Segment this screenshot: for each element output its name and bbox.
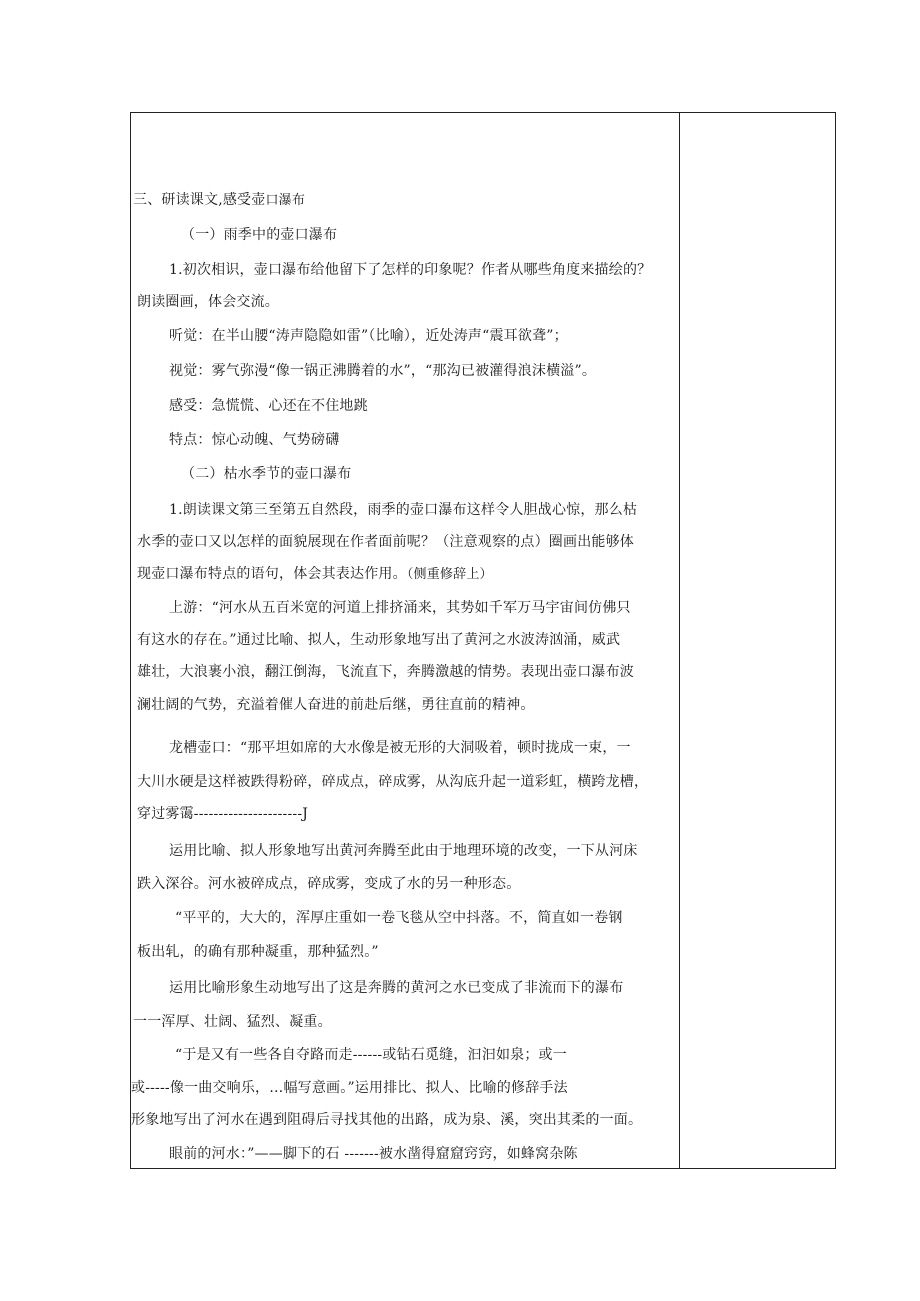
- upstream-line-3: 雄壮，大浪裹小浪，翻江倒海，飞流直下，奔腾激越的情势。表现出壶口瀑布波: [137, 664, 634, 680]
- lesson-table: [130, 112, 836, 1169]
- question-2-line-2: 水季的壶口又以怎样的面貌展现在作者面前呢？（注意观察的点）圈画出能够体: [137, 534, 634, 550]
- subheading-rainy: （一）雨季中的壶口瀑布: [181, 227, 338, 243]
- trough-line-1: 龙槽壶口：“那平坦如席的大水像是被无形的大洞吸着，顿时拢成一束，一: [169, 740, 631, 756]
- trait-line: 特点：惊心动魄、气势磅礴: [169, 432, 340, 448]
- quote-3-line-2: 或-----像一曲交响乐，…幅写意画。”运用排比、拟人、比喻的修辞手法: [131, 1080, 568, 1096]
- section-heading-tail: 口瀑布: [265, 193, 306, 208]
- question-1-line-2: 朗读圈画，体会交流。: [137, 294, 279, 310]
- quote-2-line-1: “平平的，大大的，浑厚庄重如一卷飞毯从空中抖落。不，简直如一卷钢: [175, 910, 623, 926]
- subheading-dry: （二）枯水季节的壶口瀑布: [181, 466, 352, 482]
- feeling-line: 感受：急慌慌、心还在不住地跳: [169, 398, 368, 414]
- trough-line-3: 穿过雾霭----------------------J: [137, 806, 309, 822]
- question-1-line-1: 1.初次相识，壶口瀑布给他留下了怎样的印象呢？作者从哪些角度来描绘的？: [169, 262, 652, 278]
- question-2-line-1: 1.朗读课文第三至第五自然段，雨季的壶口瀑布这样令人胆战心惊，那么枯: [169, 502, 638, 518]
- upstream-line-1: 上游：“河水从五百米宽的河道上排挤涌来，其势如千军万马宇宙间仿佛只: [169, 600, 631, 616]
- main-content-cell: [131, 113, 679, 1168]
- section-heading: [133, 191, 305, 210]
- analysis-2-line-2: 一一浑厚、壮阔、猛烈、凝重。: [133, 1014, 332, 1030]
- section-heading-text: 三、研读课文,感受壶: [133, 192, 266, 208]
- hearing-line: 听觉：在半山腰“涛声隐隐如雷”（比喻），近处涛声“震耳欲聋”；: [169, 328, 568, 344]
- question-2-note: （侧重修辞上）: [406, 567, 493, 582]
- quote-3-line-1: “于是又有一些各自夺路而走------或钻石觅缝，汩汩如泉；或一: [175, 1047, 567, 1063]
- analysis-1-line-1: 运用比喻、拟人形象地写出黄河奔腾至此由于地理环境的改变，一下从河床: [169, 843, 638, 859]
- upstream-line-4: 澜壮阔的气势，充溢着催人奋进的前赴后继，勇往直前的精神。: [137, 697, 535, 713]
- question-2-line-3-text: 现壶口瀑布特点的语句，体会其表达作用。: [137, 566, 407, 582]
- notes-cell: [680, 113, 835, 1168]
- upstream-line-2: 有这水的存在。”通过比喻、拟人，生动形象地写出了黄河之水波涛汹涌，威武: [137, 632, 621, 648]
- quote-2-line-2: 板出轧，的确有那种凝重，那种猛烈。”: [137, 944, 379, 960]
- vision-line: 视觉：雾气弥漫“像一锅正沸腾着的水”，“那沟已被灌得浪沫横溢”。: [169, 363, 597, 379]
- quote-3-line-3: 形象地写出了河水在遇到阻碍后寻找其他的出路，成为泉、溪，突出其柔的一面。: [131, 1112, 643, 1128]
- trough-line-2: 大川水硬是这样被跌得粉碎，碎成点，碎成雾，从沟底升起一道彩虹，横跨龙槽，: [137, 774, 649, 790]
- analysis-2-line-1: 运用比喻形象生动地写出了这是奔腾的黄河之水已变成了非流而下的瀑布: [169, 980, 624, 996]
- analysis-1-line-2: 跌入深谷。河水被碎成点，碎成雾，变成了水的另一种形态。: [137, 876, 521, 892]
- river-eyes-line: 眼前的河水：”——脚下的石 -------被水凿得窟窟窍窍，如蜂窝杂陈: [169, 1146, 578, 1162]
- question-2-line-3: [137, 565, 493, 584]
